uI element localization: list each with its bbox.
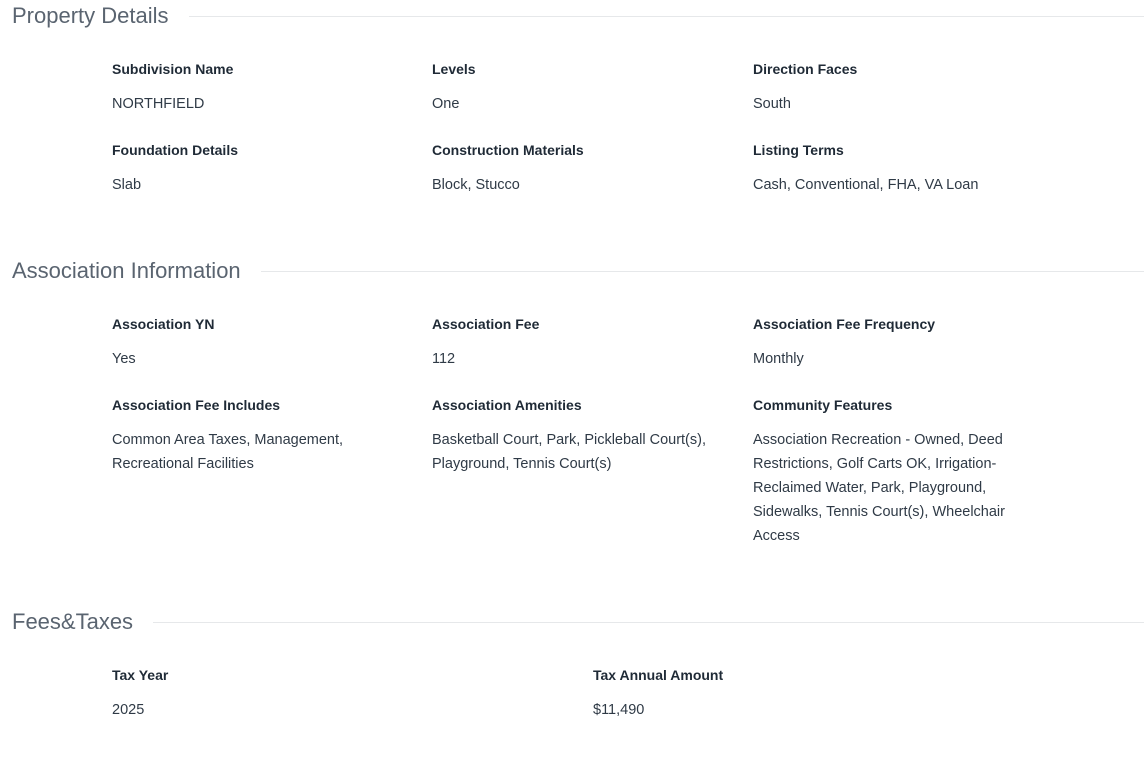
field-label: Association Fee — [432, 316, 540, 332]
field-label: Association Fee Includes — [112, 397, 281, 413]
field-value: Block, Stucco — [432, 177, 520, 193]
field-label: Construction Materials — [432, 142, 584, 158]
field-value: NORTHFIELD — [112, 96, 205, 112]
field-label: Subdivision Name — [112, 61, 234, 77]
field-label: Direction Faces — [753, 61, 858, 77]
section-title: Fees&Taxes — [12, 609, 134, 634]
section-title: Association Information — [12, 258, 241, 283]
field-value: 2025 — [112, 702, 145, 718]
field-label: Foundation Details — [112, 142, 238, 158]
section-divider — [153, 622, 1144, 623]
field-foundation-details — [112, 141, 412, 197]
field-value: Yes — [112, 351, 136, 367]
field-value: One — [432, 96, 460, 112]
field-association-fee — [432, 315, 732, 371]
field-value: 112 — [432, 351, 456, 367]
field-value: Association Recreation - Owned, Deed Restrictions, Golf Carts OK, Irrigation-Reclaimed Water, Park, Playground, Sidewalks, Tennis Court(s), Wheelchair Access — [753, 432, 1005, 544]
field-direction-faces — [753, 60, 1043, 116]
field-label: Association Fee Frequency — [753, 316, 936, 332]
field-community-features — [753, 396, 1028, 548]
field-value: Common Area Taxes, Management, Recreational Facilities — [112, 432, 344, 472]
field-listing-terms — [753, 141, 1043, 197]
fees-taxes-section — [0, 607, 1148, 737]
field-value: Monthly — [753, 351, 804, 367]
field-value: South — [753, 96, 791, 112]
field-association-amenities — [432, 396, 732, 476]
field-association-fee-includes — [112, 396, 402, 476]
field-label: Levels — [432, 61, 476, 77]
field-value: Cash, Conventional, FHA, VA Loan — [753, 177, 979, 193]
field-label: Association YN — [112, 316, 215, 332]
section-divider — [261, 271, 1144, 272]
field-levels — [432, 60, 732, 116]
field-label: Tax Year — [112, 667, 169, 683]
association-information-section — [0, 256, 1148, 556]
field-label: Association Amenities — [432, 397, 582, 413]
section-header — [12, 256, 1144, 286]
field-value: Slab — [112, 177, 142, 193]
section-title: Property Details — [12, 3, 169, 28]
field-value: Basketball Court, Park, Pickleball Court(s), Playground, Tennis Court(s) — [432, 432, 706, 472]
field-subdivision-name — [112, 60, 412, 116]
section-divider — [189, 16, 1144, 17]
field-label: Community Features — [753, 397, 893, 413]
field-tax-annual-amount — [593, 666, 893, 722]
field-construction-materials — [432, 141, 732, 197]
section-header — [12, 1, 1144, 31]
field-association-yn — [112, 315, 412, 371]
field-association-fee-frequency — [753, 315, 1043, 371]
field-tax-year — [112, 666, 412, 722]
property-details-section — [0, 1, 1148, 221]
field-label: Listing Terms — [753, 142, 844, 158]
field-value: $11,490 — [593, 702, 645, 718]
field-label: Tax Annual Amount — [593, 667, 724, 683]
section-header — [12, 607, 1144, 637]
